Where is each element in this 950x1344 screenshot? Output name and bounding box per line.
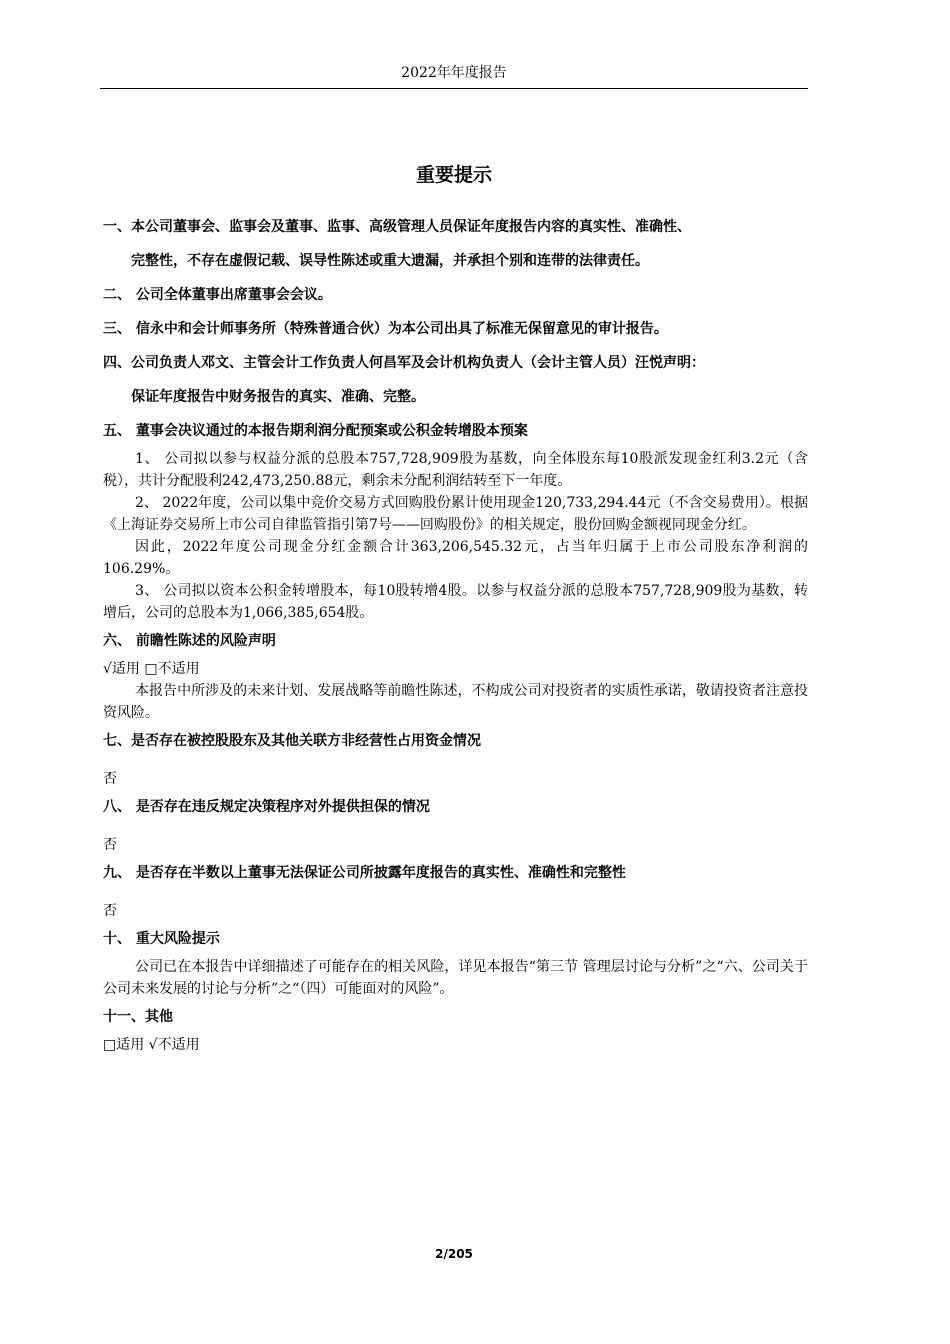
item-11-heading: 十一、其他 xyxy=(103,1009,173,1025)
item-6-heading: 六、 前瞻性陈述的风险声明 xyxy=(103,633,276,649)
item-7-heading: 七、是否存在被控股股东及其他关联方非经营性占用资金情况 xyxy=(103,733,481,749)
item-5-paragraph-4: 3、 公司拟以资本公积金转增股本，每10股转增4股。以参与权益分派的总股本757,728,909股为基数，转增后，公司的总股本为1,066,385,654股。 xyxy=(103,583,808,621)
item-1-line1: 一、本公司董事会、监事会及董事、监事、高级管理人员保证年度报告内容的真实性、准确性、 xyxy=(103,219,691,235)
item-5-paragraph-3: 因此，2022年度公司现金分红金额合计363,206,545.32元，占当年归属于上市公司股东净利润的106.29%。 xyxy=(103,539,808,577)
item-5-heading: 五、 董事会决议通过的本报告期利润分配预案或公积金转增股本预案 xyxy=(103,423,528,439)
item-6-paragraph: 本报告中所涉及的未来计划、发展战略等前瞻性陈述，不构成公司对投资者的实质性承诺，敬请投资者注意投资风险。 xyxy=(103,683,808,721)
running-header: 2022年年度报告 xyxy=(100,62,808,89)
item-4-line2: 保证年度报告中财务报告的真实、准确、完整。 xyxy=(131,389,425,405)
item-9-answer: 否 xyxy=(103,903,117,919)
item-8-heading: 八、 是否存在违反规定决策程序对外提供担保的情况 xyxy=(103,799,430,815)
item-6-applicability: √适用 □不适用 xyxy=(103,661,200,677)
item-2: 二、 公司全体董事出席董事会会议。 xyxy=(103,287,332,303)
item-4-line1: 四、公司负责人邓文、主管会计工作负责人何昌军及会计机构负责人（会计主管人员）汪悦声明： xyxy=(103,355,705,371)
item-10-paragraph: 公司已在本报告中详细描述了可能存在的相关风险，详见本报告“第三节 管理层讨论与分析”之“六、公司关于公司未来发展的讨论与分析”之“（四）可能面对的风险”。 xyxy=(103,959,808,997)
page-number: 2/205 xyxy=(435,1247,473,1261)
item-10-heading: 十、 重大风险提示 xyxy=(103,931,220,947)
page-title: 重要提示 xyxy=(415,164,492,186)
item-7-answer: 否 xyxy=(103,771,117,787)
item-3: 三、 信永中和会计师事务所（特殊普通合伙）为本公司出具了标准无保留意见的审计报告。 xyxy=(103,321,668,337)
item-8-answer: 否 xyxy=(103,837,117,853)
item-9-heading: 九、 是否存在半数以上董事无法保证公司所披露年度报告的真实性、准确性和完整性 xyxy=(103,865,626,881)
item-1-line2: 完整性，不存在虚假记载、误导性陈述或重大遗漏，并承担个别和连带的法律责任。 xyxy=(131,253,649,269)
notice-content xyxy=(103,210,808,1056)
item-11-applicability: □适用 √不适用 xyxy=(103,1037,200,1053)
item-5-paragraph-2: 2、 2022年度，公司以集中竞价交易方式回购股份累计使用现金120,733,294.44元（不含交易费用）。根据《上海证券交易所上市公司自律监管指引第7号——回购股份》的相关规定，股份回购金额视同现金分红。 xyxy=(103,495,808,533)
item-5-paragraph-1: 1、 公司拟以参与权益分派的总股本757,728,909股为基数，向全体股东每10股派发现金红利3.2元（含税），共计分配股利242,473,250.88元，剩余未分配利润结转至下一年度。 xyxy=(103,451,808,489)
